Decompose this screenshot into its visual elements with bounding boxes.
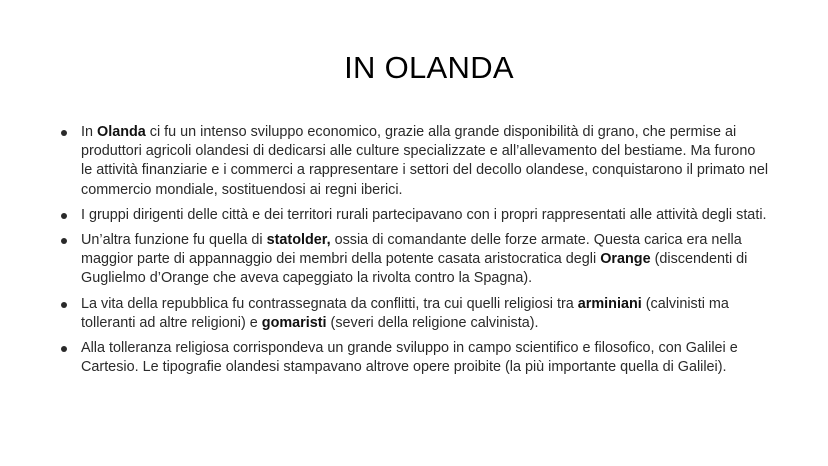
bullet-bold-term: statolder, bbox=[266, 232, 331, 249]
bullet-text: (calvinisti ma tolleranti ad altre religioni) e bbox=[81, 295, 729, 331]
bullet-dot-icon bbox=[61, 213, 67, 219]
bullet-text: I gruppi dirigenti delle città e dei territori rurali partecipavano con i propri rappresentati alle attività degli stati. bbox=[81, 206, 767, 223]
bullet-dot-icon bbox=[61, 130, 67, 136]
bullet-text: ossia di comandante delle forze armate. Questa carica era nella maggior parte di appannaggio dei membri della potente casata aristocratica degli bbox=[81, 232, 742, 268]
bullet-bold-term: Orange bbox=[600, 251, 651, 268]
bullet-item bbox=[58, 231, 770, 289]
bullet-item bbox=[58, 206, 770, 225]
bullet-text: Un’altra funzione fu quella di bbox=[81, 232, 267, 249]
bullet-bold-term: Olanda bbox=[97, 124, 146, 140]
bullet-item bbox=[58, 123, 770, 200]
bullet-list bbox=[58, 123, 770, 383]
bullet-bold-term: gomaristi bbox=[261, 314, 327, 331]
bullet-text: Alla tolleranza religiosa corrispondeva un grande sviluppo in campo scientifico e filosofico, con Galilei e Cartesio. Le tipografie olandesi stampavano altrove opere proibite (la più importante quella di Galilei). bbox=[81, 340, 738, 376]
bullet-item bbox=[58, 339, 770, 377]
bullet-text: ci fu un intenso sviluppo economico, grazie alla grande disponibilità di grano, che permise ai produttori agricoli olandesi di dedicarsi alle culture specializzate e all’allevamento del bestiame. Ma furono le attività finanziarie e i commerci a rappresentare i settori del decollo olandese, conquistarono il primato nel commercio mondiale, sostituendosi ai regni iberici. bbox=[81, 124, 769, 198]
slide-title: IN OLANDA bbox=[344, 50, 514, 85]
bullet-bold-term: arminiani bbox=[577, 295, 642, 312]
bullet-text: La vita della repubblica fu contrassegnata da conflitti, tra cui quelli religiosi tra bbox=[81, 295, 578, 312]
bullet-dot-icon bbox=[61, 346, 67, 352]
bullet-dot-icon bbox=[61, 302, 67, 308]
bullet-item bbox=[58, 295, 770, 333]
bullet-text: (discendenti di Guglielmo d’Orange che aveva capeggiato la rivolta contro la Spagna). bbox=[81, 251, 748, 287]
bullet-text: In bbox=[81, 124, 97, 140]
bullet-text: (severi della religione calvinista). bbox=[326, 314, 539, 331]
bullet-dot-icon bbox=[61, 238, 67, 244]
